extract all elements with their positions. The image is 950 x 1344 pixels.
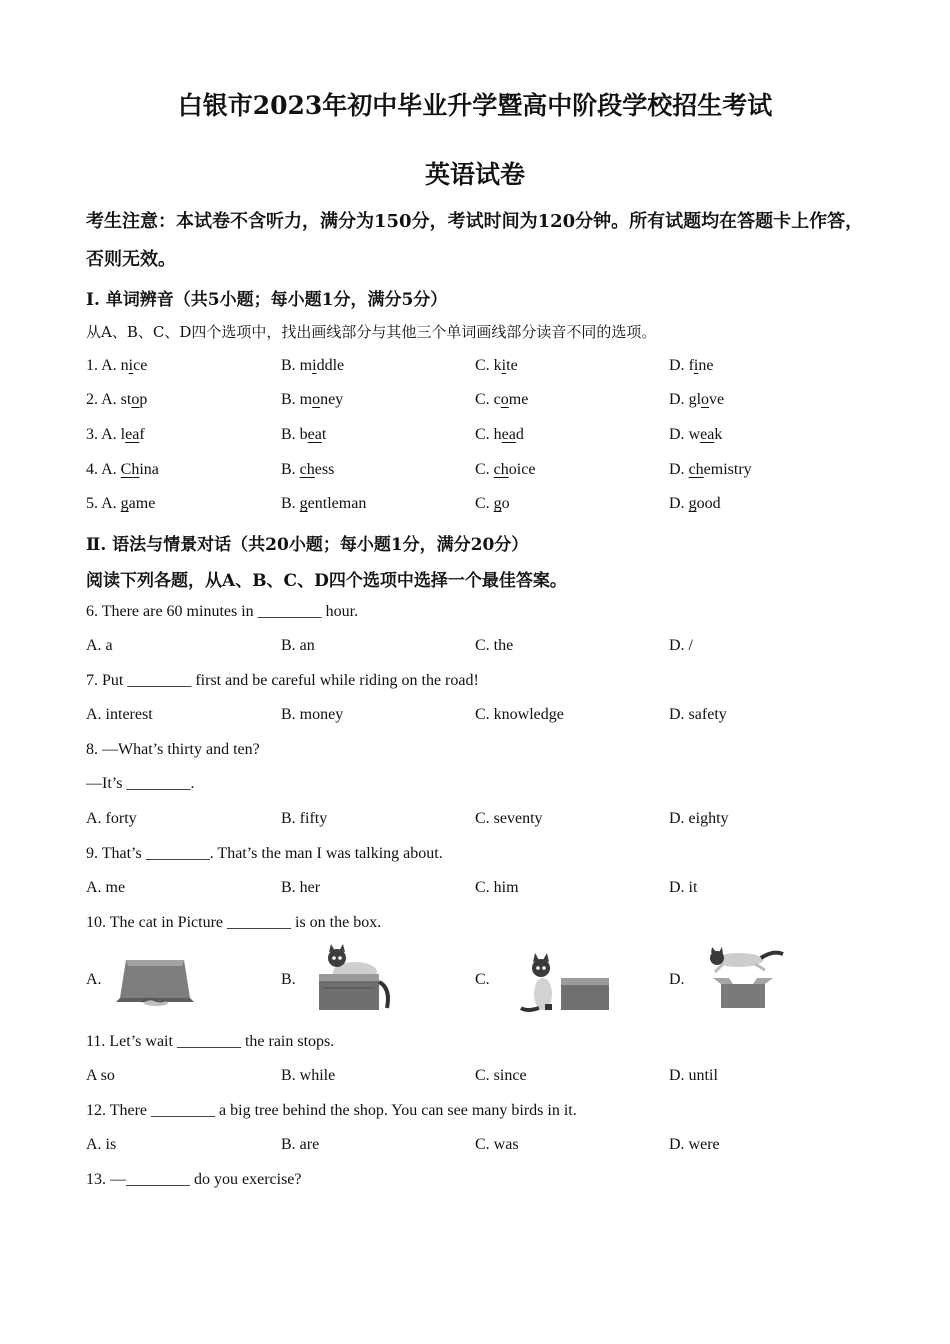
option-label: B. [281,391,300,408]
question-8-stem-2: —It’s ________. [86,775,195,792]
word-part: ina [139,461,159,478]
option-b[interactable]: B. fifty [281,810,328,827]
option-d[interactable]: D. it [669,879,698,896]
underlined-letters: ea [501,426,516,443]
option-d[interactable] [669,357,713,375]
question-7-stem: 7. Put ________ first and be careful while riding on the road! [86,672,479,689]
exam-subtitle: 英语试卷 [424,160,525,189]
option-label: 4. A. [86,461,121,478]
option-label: C. [475,357,494,374]
option-a[interactable] [86,495,155,513]
option-a[interactable]: A. a [86,637,113,654]
word-part: ve [709,391,725,408]
option-d[interactable] [669,495,721,513]
word-part: t [321,426,327,443]
word-part: gl [688,391,702,408]
cat-jumping-over-box-picture [689,944,789,1014]
option-a[interactable] [86,391,147,409]
word-part: ne [698,357,714,374]
option-a[interactable] [86,357,147,375]
option-label: B. [281,461,300,478]
underlined-letters: ea [125,426,140,443]
question-1-options [86,357,886,381]
word-part: h [493,426,502,443]
word-part: o [501,495,510,512]
option-a[interactable]: A so [86,1067,115,1084]
option-label: B. [281,426,300,443]
question-9-options [86,879,886,903]
word-part: entleman [307,495,367,512]
option-a[interactable] [86,461,159,479]
option-b[interactable] [281,391,343,409]
word-part: ame [128,495,156,512]
word-part: d [515,426,524,443]
word-part: l [120,426,126,443]
underlined-letters: o [312,391,321,408]
exam-title: 白银市2023年初中毕业升学暨高中阶段学校招生考试 [177,91,773,120]
word-part: k [493,357,502,374]
word-part: n [120,357,129,374]
cat-under-box-picture [106,944,206,1014]
word-part: w [688,426,701,443]
underlined-letters: Ch [120,461,140,478]
option-c[interactable] [475,357,518,375]
option-a[interactable]: A. forty [86,810,137,827]
option-b[interactable] [281,461,334,479]
option-label: C. [475,426,494,443]
option-d[interactable]: D. eighty [669,810,729,827]
underlined-letters: ch [493,461,509,478]
option-d[interactable] [669,391,724,409]
word-part: c [493,391,501,408]
option-b[interactable]: B. money [281,706,344,723]
word-part: f [139,426,145,443]
underlined-letters: g [688,495,697,512]
option-c[interactable]: C. knowledge [475,706,564,723]
underlined-letters: ea [700,426,715,443]
question-5-options [86,495,886,519]
question-2-options [86,391,886,415]
option-label: D. [669,461,689,478]
option-label: 2. A. [86,391,121,408]
underlined-letters: i [693,357,699,374]
option-c[interactable]: C. since [475,1067,527,1084]
question-10-pictures [86,944,886,1014]
question-6-options [86,637,886,661]
underlined-letters: i [501,357,507,374]
option-label: C. [475,971,490,988]
section2-heading: Ⅱ. 语法与情景对话（共20小题；每小题1分，满分20分） [86,535,529,555]
option-b[interactable] [281,495,366,513]
question-11-stem: 11. Let’s wait ________ the rain stops. [86,1033,335,1050]
underlined-letters: g [493,495,502,512]
option-c[interactable]: C. seventy [475,810,543,827]
cat-beside-box-picture [495,944,625,1014]
question-12-options [86,1136,886,1160]
option-b[interactable] [281,357,344,375]
option-d[interactable]: D. / [669,637,693,654]
question-8-options [86,810,886,834]
word-part: me [508,391,529,408]
option-b[interactable]: B. are [281,1136,320,1153]
option-d[interactable]: D. safety [669,706,727,723]
underlined-letters: o [131,391,140,408]
word-part: ce [133,357,148,374]
question-8-stem: 8. —What’s thirty and ten? [86,741,260,758]
option-d[interactable]: D. until [669,1067,718,1084]
question-9-stem: 9. That’s ________. That’s the man I was talking about. [86,845,443,862]
option-d[interactable] [669,426,722,444]
option-c[interactable] [475,495,510,513]
word-part: m [299,357,313,374]
option-label: A. [86,971,102,988]
underlined-letters: o [500,391,509,408]
word-part: b [299,426,308,443]
option-c[interactable]: C. him [475,879,519,896]
cat-in-box-picture [301,944,401,1014]
option-b[interactable]: B. while [281,1067,336,1084]
option-a[interactable]: A. is [86,1136,117,1153]
underlined-letters: i [312,357,317,374]
option-label: D. [669,971,685,988]
option-a[interactable]: A. me [86,879,126,896]
exam-notice: 考生注意：本试卷不含听力，满分为150分，考试时间为120分钟。所有试题均在答题卡上作答，否则无效。 [86,211,864,270]
question-4-options [86,461,886,485]
option-label: B. [281,495,300,512]
option-c[interactable] [475,426,524,444]
option-b[interactable]: B. an [281,637,315,654]
option-label: B. [281,357,300,374]
underlined-letters: g [120,495,129,512]
option-c[interactable] [475,461,535,479]
option-label: 3. A. [86,426,121,443]
word-part: ney [320,391,344,408]
option-label: D. [669,357,689,374]
option-label: D. [669,495,689,512]
question-12-stem: 12. There ________ a big tree behind the shop. You can see many birds in it. [86,1102,577,1119]
word-part: oice [508,461,536,478]
word-part: p [139,391,148,408]
option-d[interactable] [669,461,752,479]
word-part: f [688,357,694,374]
option-b[interactable]: B. her [281,879,321,896]
option-label: 1. A. [86,357,121,374]
word-part: ddle [316,357,345,374]
option-label: D. [669,426,689,443]
underlined-letters: ea [307,426,322,443]
option-a[interactable]: A. interest [86,706,153,723]
underlined-letters: g [299,495,308,512]
option-d[interactable]: D. were [669,1136,720,1153]
word-part: emistry [703,461,752,478]
word-part: st [120,391,132,408]
underlined-letters: i [128,357,134,374]
word-part: k [714,426,723,443]
word-part: te [506,357,518,374]
section1-heading: Ⅰ. 单词辨音（共5小题；每小题1分，满分5分） [86,290,448,310]
option-label: 5. A. [86,495,121,512]
underlined-letters: ch [299,461,315,478]
option-c[interactable]: C. was [475,1136,519,1153]
question-3-options [86,426,886,450]
option-a[interactable] [86,426,145,444]
question-11-options [86,1067,886,1091]
option-label: D. [669,391,689,408]
section2-instruction: 阅读下列各题，从A、B、C、D四个选项中选择一个最佳答案。 [86,571,567,591]
option-b[interactable] [281,426,326,444]
section1-instruction: 从A、B、C、D四个选项中，找出画线部分与其他三个单词画线部分读音不同的选项。 [86,323,657,341]
option-label: B. [281,971,296,988]
option-c[interactable] [475,391,528,409]
word-part: m [299,391,313,408]
option-label: C. [475,495,494,512]
question-7-options [86,706,886,730]
underlined-letters: o [701,391,710,408]
question-13-stem: 13. —________ do you exercise? [86,1171,302,1188]
word-part: ood [696,495,721,512]
question-10-stem: 10. The cat in Picture ________ is on the box. [86,914,382,931]
option-label: C. [475,461,494,478]
underlined-letters: ch [688,461,704,478]
option-c[interactable]: C. the [475,637,514,654]
word-part: ess [314,461,335,478]
option-label: C. [475,391,494,408]
question-6-stem: 6. There are 60 minutes in ________ hour. [86,603,359,620]
